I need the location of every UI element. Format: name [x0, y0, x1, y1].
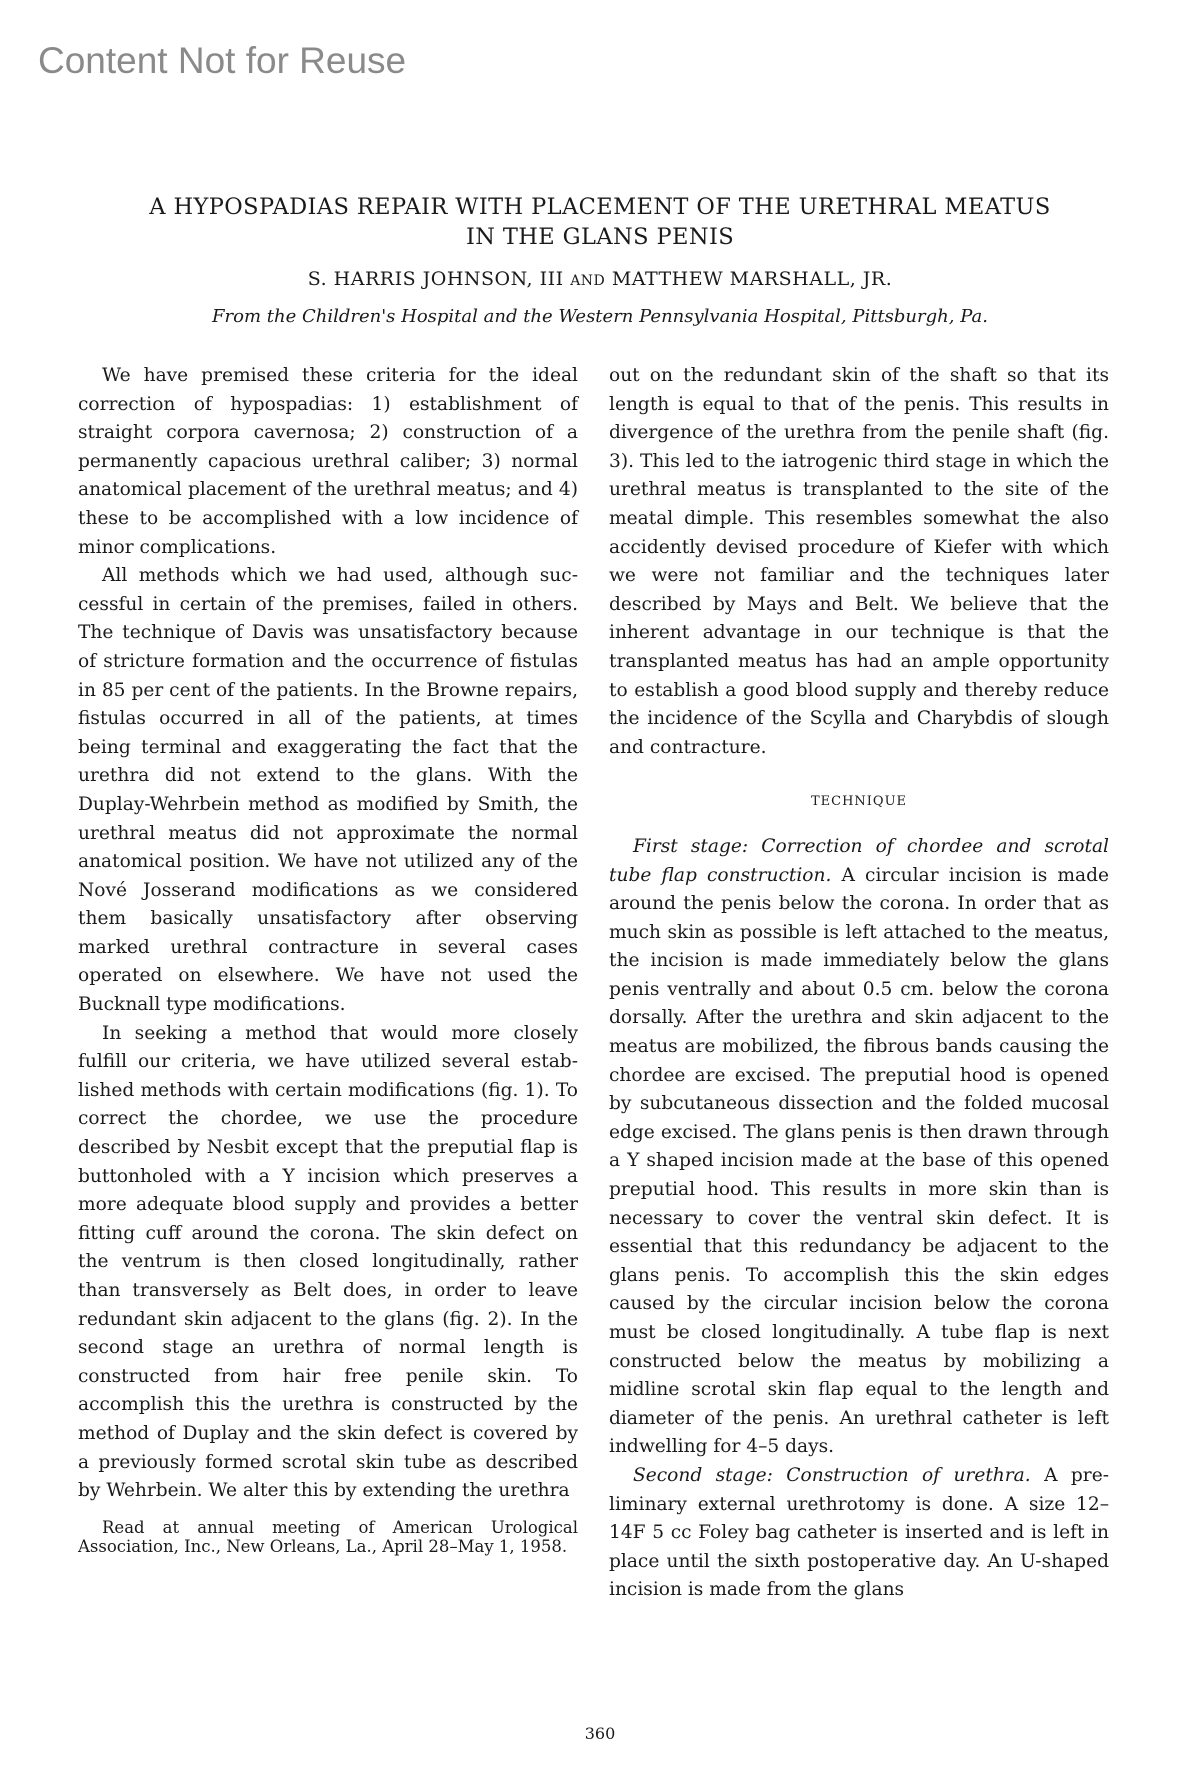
paragraph: All methods which we had used, although successful in certain of the premises, failed in others. The technique of Davis was unsatisfactory because of stricture formation and the occurrence of fistulas in 85 per cent of the patients. In the Browne repairs, fistulas occurred in all of the patients, at times being terminal and exaggerating the fact that the urethra did not extend to the glans. With the Duplay-Wehrbein method as modified by Smith, the urethral meatus did not approximate the normal anatomical position. We have not utilized any of the Nové Josserand modifications as we considered them basically unsatisfactory after observing marked urethral contracture in several cases operated on elsewhere. We have not used the Bucknall type modifications.: [78, 565, 578, 1016]
paragraph: In seeking a method that would more closely fulfill our criteria, we have utilized several established methods with certain modifications (fig. 1). To correct the chordee, we use the procedure described by Nesbit except that the preputial flap is buttonholed with a Y incision which preserves a more adequate blood supply and provides a better fitting cuff around the corona. The skin defect on the ventrum is then closed longitudinally, rather than transversely as Belt does, in order to leave redundant skin adjacent to the glans (fig. 2). In the second stage an urethra of normal length is constructed from hair free penile skin. To accomplish this the urethra is constructed by the method of Duplay and the skin defect is covered by a previously formed scrotal skin tube as described by Wehrbein. We alter this by extending the urethra: [78, 1022, 578, 1502]
second-stage-heading: Second stage: Construction of urethra.: [633, 1464, 1031, 1486]
paragraph: out on the redundant skin of the shaft so that its length is equal to that of the penis. This results in divergence of the urethra from the penile shaft (fig. 3). This led to the iatrogenic third stage in which the urethral meatus is transplanted to the site of the meatal dimple. This resembles somewhat the also accidently devised procedure of Kiefer with which we were not familiar and the techniques later described by Mays and Belt. We believe that the inherent advantage in our technique is that the transplanted meatus has had an ample opportunity to establish a good blood supply and thereby reduce the incidence of the Scylla and Charybdis of slough and contracture.: [609, 365, 1109, 758]
page-number: 360: [584, 1724, 616, 1743]
paragraph: We have premised these criteria for the ideal correction of hypospadias: 1) establishment of straight corpora cavernosa; 2) construction of a permanently capacious urethral caliber; 3) normal anatomical placement of the urethral meatus; and 4) these to be accomplished with a low incidence of minor complications.: [78, 365, 578, 558]
affiliation: From the Children's Hospital and the Western Pennsylvania Hospital, Pittsburgh, Pa.: [212, 306, 988, 327]
first-stage-text: A circular incision is made around the penis below the corona. In order that as much skin as possible is left attached to the meatus, the incision is made immediately below the glans penis ventrally and about 0.5 cm. below the corona dorsally. After the urethra and skin adjacent to the meatus are mobilized, the fibrous bands causing the chordee are excised. The preputial hood is opened by subcutaneous dissection and the folded mucosal edge excised. The glans penis is then drawn through a Y shaped incision made at the base of this opened preputial hood. This results in more skin than is necessary to cover the ventral skin defect. It is essential that this redundancy be adjacent to the glans penis. To accomplish this the skin edges caused by the circular incision below the corona must be closed longitudinally. A tube flap is next constructed below the meatus by mobilizing a midline scrotal skin flap equal to the length and diameter of the penis. An urethral catheter is left indwelling for 4–5 days.: [609, 864, 1109, 1458]
right-column: [609, 362, 1109, 1605]
author-1: S. HARRIS JOHNSON, III: [307, 268, 564, 290]
article-title: [60, 192, 1140, 252]
footnote: [78, 1518, 578, 1557]
footnote-text: Read at annual meeting of American Urological Association, Inc., New Orleans, La., April 28–May 1, 1958.: [78, 1517, 578, 1557]
paragraph-second-stage: [609, 1462, 1109, 1605]
left-column: [78, 362, 578, 1557]
author-conjunction: AND: [570, 273, 606, 289]
watermark: Content Not for Reuse: [38, 40, 407, 81]
second-stage-text: A preliminary external urethrotomy is done. A size 12–14F 5 cc Foley bag catheter is inserted and is left in place until the sixth postoperative day. An U-shaped incision is made from the glans: [609, 1464, 1109, 1601]
section-heading-technique: TECHNIQUE: [810, 794, 908, 810]
title-line-2: IN THE GLANS PENIS: [465, 224, 735, 250]
first-stage-heading: First stage: Correction of chordee and scrotal tube flap construction.: [609, 835, 1109, 886]
authors: [60, 268, 1140, 290]
author-2: MATTHEW MARSHALL, JR.: [611, 268, 893, 290]
title-line-1: A HYPOSPADIAS REPAIR WITH PLACEMENT OF THE URETHRAL MEATUS: [149, 194, 1051, 220]
paragraph-first-stage: [609, 833, 1109, 1462]
